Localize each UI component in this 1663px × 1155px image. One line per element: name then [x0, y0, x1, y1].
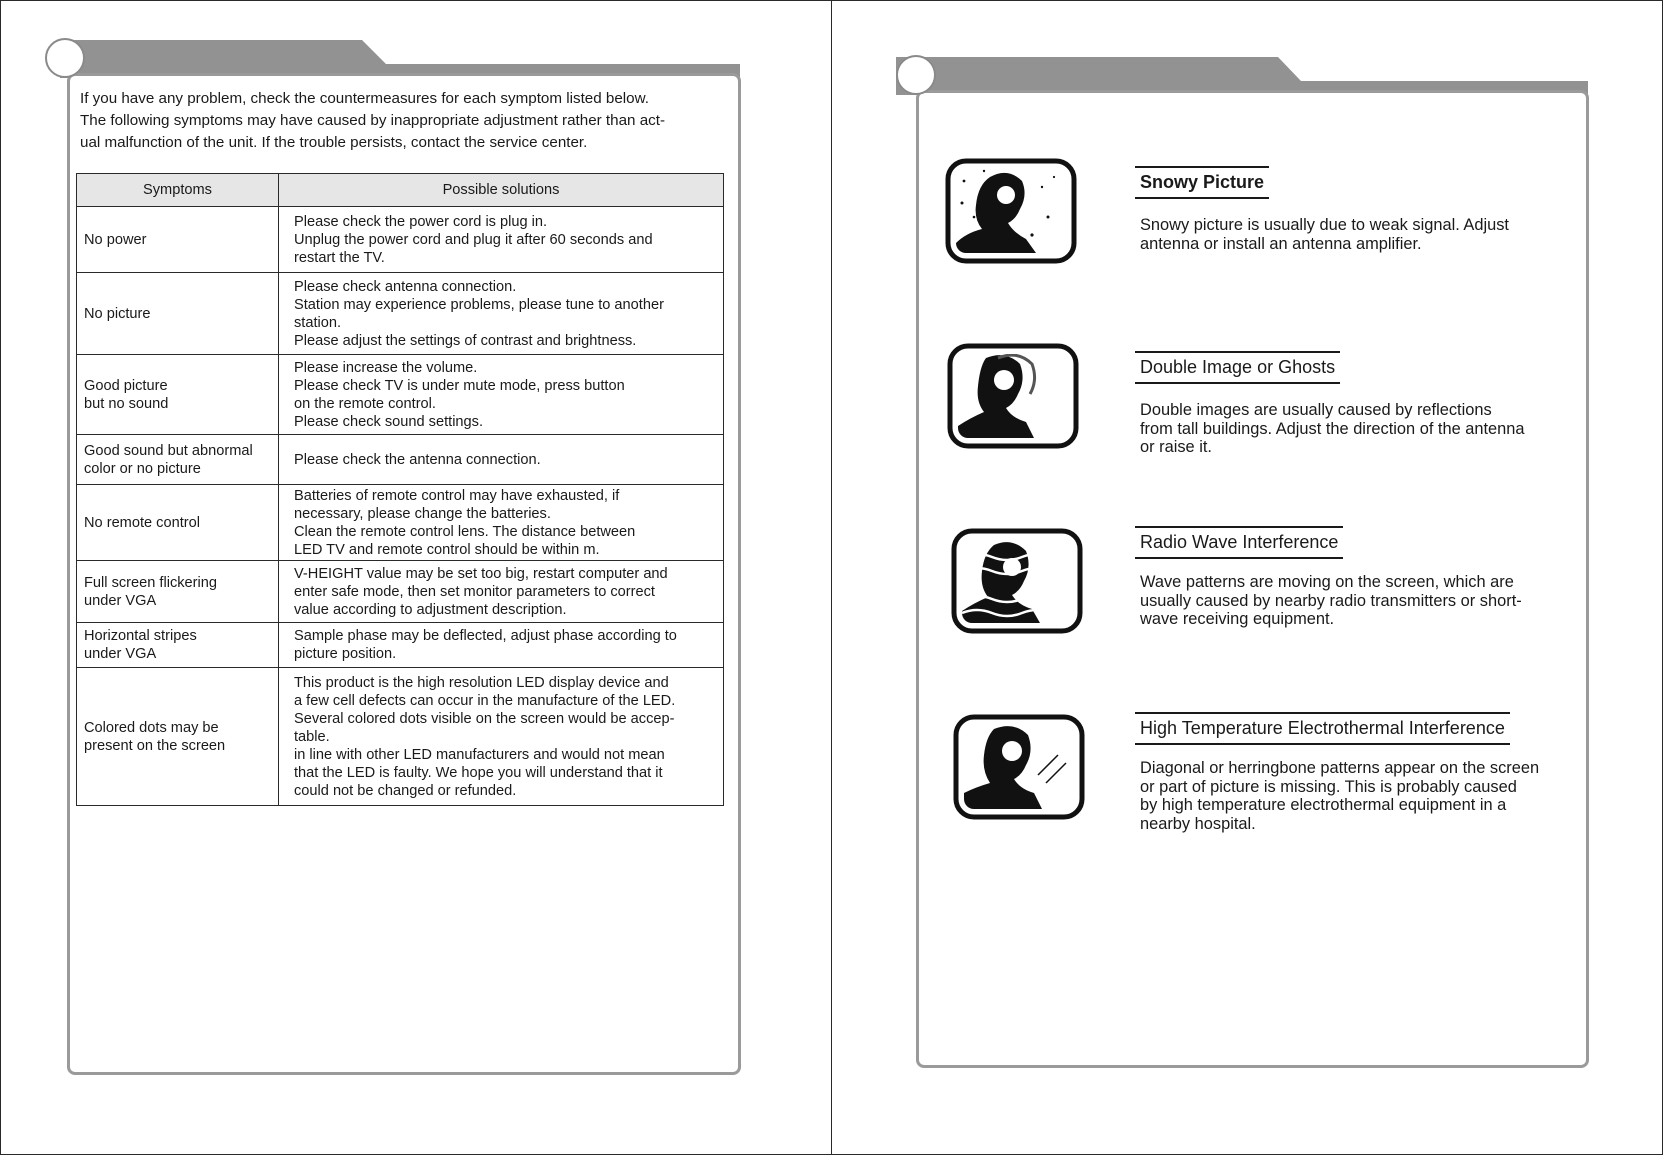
section-title: Double Image or Ghosts — [1135, 351, 1340, 384]
description-line: usually caused by nearby radio transmitters or short- — [1140, 591, 1522, 610]
symptom-cell — [77, 561, 279, 623]
tv-illustration-icon — [946, 342, 1080, 450]
symptom-text: Colored dots may be — [84, 719, 219, 736]
solution-cell — [279, 273, 724, 355]
solution-text: Please check antenna connection. — [294, 278, 517, 295]
intro-line: ual malfunction of the unit. If the trouble persists, contact the service center. — [80, 134, 588, 151]
symptom-text: Good picture — [84, 377, 168, 394]
solution-text: Please check sound settings. — [294, 413, 484, 430]
right-page-number-circle — [896, 55, 936, 95]
solution-text: V-HEIGHT value may be set too big, restart computer and — [294, 565, 668, 582]
description-line: wave receiving equipment. — [1140, 610, 1335, 628]
solution-text: Please increase the volume. — [294, 359, 478, 376]
symptom-text: No power — [84, 231, 147, 248]
symptom-text: Horizontal stripes — [84, 628, 197, 644]
symptom-text: under VGA — [84, 646, 157, 662]
solution-text: Sample phase may be deflected, adjust phase according to — [294, 628, 677, 644]
solution-text: Please check the antenna connection. — [294, 451, 541, 468]
solution-cell — [279, 668, 724, 806]
section-title: Radio Wave Interference — [1135, 526, 1343, 559]
solution-text: Station may experience problems, please tune to another — [294, 296, 664, 313]
symptom-text: under VGA — [84, 592, 157, 609]
description-line: from tall buildings. Adjust the direction of the antenna — [1140, 419, 1525, 438]
description-line: Snowy picture is usually due to weak signal. Adjust — [1140, 216, 1509, 234]
solution-text: that the LED is faulty. We hope you will understand that it — [294, 764, 663, 781]
solution-text: a few cell defects can occur in the manufacture of the LED. — [294, 692, 676, 709]
solution-text: table. — [294, 728, 330, 745]
description-line: Wave patterns are moving on the screen, which are — [1140, 573, 1514, 591]
solution-cell — [279, 355, 724, 435]
solution-text: enter safe mode, then set monitor parameters to correct — [294, 583, 655, 600]
symptom-text: Full screen flickering — [84, 574, 218, 591]
symptom-text: but no sound — [84, 395, 169, 412]
tv-illustration-icon — [944, 157, 1078, 265]
symptom-text: color or no picture — [84, 460, 201, 477]
intro-line: If you have any problem, check the countermeasures for each symptom listed below. — [80, 90, 649, 107]
description-line: by high temperature electrothermal equipment in a — [1140, 796, 1507, 814]
solution-text: value according to adjustment description. — [294, 601, 567, 618]
symptom-cell — [77, 668, 279, 806]
description-line: or raise it. — [1140, 438, 1212, 456]
symptom-text: No remote control — [84, 514, 200, 531]
description-line: or part of picture is missing. This is probably caused — [1140, 777, 1517, 796]
solution-cell — [279, 561, 724, 623]
section-description — [1140, 759, 1539, 833]
solution-text: This product is the high resolution LED display device and — [294, 674, 669, 691]
description-line: Double images are usually caused by reflections — [1140, 401, 1492, 419]
table-row — [77, 668, 724, 806]
table-row — [77, 355, 724, 435]
intro-line: The following symptoms may have caused by inappropriate adjustment rather than act- — [80, 112, 666, 129]
solution-text: on the remote control. — [294, 395, 436, 412]
table-row — [77, 435, 724, 485]
solution-text: station. — [294, 314, 342, 331]
header-symptoms: Symptoms — [77, 174, 279, 207]
table-row — [77, 207, 724, 273]
header-solutions: Possible solutions — [279, 174, 724, 207]
solution-cell — [279, 623, 724, 668]
solution-text: Several colored dots visible on the screen would be accep- — [294, 710, 675, 727]
description-line: nearby hospital. — [1140, 814, 1256, 833]
table-row — [77, 485, 724, 561]
symptom-cell — [77, 623, 279, 668]
description-line: antenna or install an antenna amplifier. — [1140, 234, 1422, 253]
solution-text: Unplug the power cord and plug it after 60 seconds and — [294, 231, 653, 248]
solution-text: picture position. — [294, 646, 397, 662]
section-title: High Temperature Electrothermal Interference — [1135, 712, 1510, 745]
section-description — [1140, 216, 1509, 253]
symptom-text: present on the screen — [84, 737, 226, 754]
troubleshooting-table — [76, 173, 724, 806]
symptom-cell — [77, 485, 279, 561]
symptom-cell — [77, 355, 279, 435]
solution-text: Batteries of remote control may have exhausted, if — [294, 487, 620, 504]
tv-illustration-icon — [952, 713, 1086, 821]
solution-text: LED TV and remote control should be within m. — [294, 541, 600, 558]
table-header-row — [77, 174, 724, 207]
intro-paragraph — [80, 88, 730, 154]
symptom-cell — [77, 273, 279, 355]
solution-cell — [279, 435, 724, 485]
table-row — [77, 273, 724, 355]
solution-text: restart the TV. — [294, 249, 385, 266]
solution-text: Please check TV is under mute mode, press button — [294, 377, 625, 394]
tv-illustration-icon — [950, 527, 1084, 635]
solution-text: could not be changed or refunded. — [294, 782, 517, 799]
solution-text: in line with other LED manufacturers and would not mean — [294, 746, 665, 763]
solution-cell — [279, 207, 724, 273]
solution-text: Please check the power cord is plug in. — [294, 213, 548, 230]
section-title: Snowy Picture — [1135, 166, 1269, 199]
description-line: Diagonal or herringbone patterns appear on the screen — [1140, 759, 1540, 777]
symptom-text: No picture — [84, 305, 151, 322]
solution-cell — [279, 485, 724, 561]
left-page-number-circle — [45, 38, 85, 78]
table-row — [77, 561, 724, 623]
solution-text: Clean the remote control lens. The distance between — [294, 523, 636, 540]
symptom-cell — [77, 435, 279, 485]
section-description — [1140, 401, 1525, 457]
table-row — [77, 623, 724, 668]
symptom-cell — [77, 207, 279, 273]
solution-text: necessary, please change the batteries. — [294, 505, 551, 522]
section-description — [1140, 573, 1522, 629]
symptom-text: Good sound but abnormal — [84, 442, 253, 459]
page-fold-divider — [831, 0, 832, 1155]
solution-text: Please adjust the settings of contrast and brightness. — [294, 332, 637, 349]
